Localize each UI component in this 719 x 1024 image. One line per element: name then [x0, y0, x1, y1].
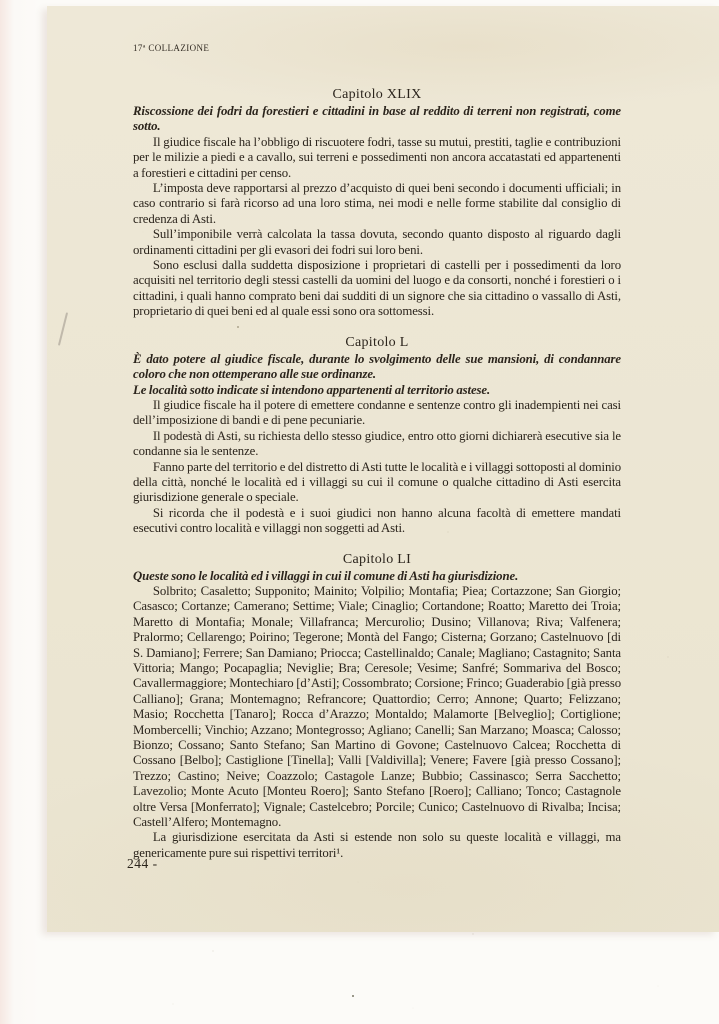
paragraph: La giurisdizione esercitata da Asti si estende non solo su queste località e villaggi, ma genericamente pure sui rispettivi territori¹. [133, 830, 621, 860]
chapter-l-title: Capitolo L [345, 334, 409, 350]
paragraph: Sull’imponibile verrà calcolata la tassa dovuta, secondo quanto disposto al riguardo dagli ordinamenti cittadini per gli evasori dei fodri sui loro beni. [133, 227, 621, 257]
page-number: 244 - [127, 856, 158, 871]
paper-sheet [47, 6, 719, 932]
paragraph: L’imposta deve rapportarsi al prezzo d’acquisto di quei beni secondo i documenti ufficiali; in caso contrario si farà ricorso ad una loro stima, nei modi e nelle forme stabilite dal consiglio di credenza di Asti. [133, 181, 621, 226]
chapter-l-rubric: Le località sotto indicate si intendono appartenenti al territorio astese. [133, 382, 491, 397]
chapter-li [133, 552, 621, 862]
running-header: 17ª COLLAZIONE [133, 43, 210, 53]
chapter-l-rubric: È dato potere al giudice fiscale, durante lo svolgimento delle sue mansioni, di condannare coloro che non ottemperano alle sue ordinanze. [133, 351, 621, 382]
paragraph: Sono esclusi dalla suddetta disposizione i proprietari di castelli per i possedimenti da loro acquisiti nel territorio degli stessi castelli da uomini del luogo e da consorti, nonché i forestieri o i cittadini, i quali hanno comprato beni dai sudditi di un signore che sia cittadino o vassallo di Asti, proprietario di quei beni ed al quale essi sono ora sottomessi. [133, 258, 621, 319]
chapter-l [133, 335, 621, 537]
page-text-block [133, 6, 621, 861]
chapter-li-rubric: Queste sono le località ed i villaggi in cui il comune di Asti ha giurisdizione. [133, 568, 519, 583]
stray-pencil-mark [58, 312, 68, 345]
paragraph: Il podestà di Asti, su richiesta dello stesso giudice, entro otto giorni dichiarerà esecutive sia le condanne sia le sentenze. [133, 428, 621, 459]
chapter-xlix-rubric: Riscossione dei fodri da forestieri e cittadini in base al reddito di terreni non registrati, come sotto. [133, 104, 621, 134]
paragraph: Fanno parte del territorio e del distretto di Asti tutte le località e i villaggi sottoposti al dominio della città, nonché le località ed i villaggi su cui il comune o qualche cittadino di Asti esercita giurisdizione generale o speciale. [133, 459, 621, 505]
scan-dust-speckles [352, 995, 354, 997]
chapter-xlix [133, 87, 621, 320]
localities-list-paragraph: Solbrito; Casaletto; Supponito; Mainito; Volpilio; Montafia; Piea; Cortazzone; San Giorgio; Casasco; Cortanze; Camerano; Settime; Viale; Cinaglio; Cortandone; Roatto; Maretto dei Troia; Maretto di Montafia; Monale; Villafranca; Mercurolio; Dusino; Villanova; Riva; Valfenera; Pralormo; Cellarengo; Poirino; Tegerone; Montà del Fango; Cisterna; Gorzano; Castelnuovo [di S. Damiano]; Ferrere; San Damiano; Priocca; Castellinaldo; Canale; Magliano; Castagnito; Santa Vittoria; Mango; Pocapaglia; Neviglie; Bra; Ceresole; Vesime; Sanfré; Sommariva del Bosco; Cavallermaggiore; Montechiaro [d’Asti]; Cossombrato; Corsione; Frinco; Guaderabio [già presso Calliano]; Grana; Montemagno; Refrancore; Quattordio; Cerro; Annone; Quarto; Felizzano; Masio; Rocchetta [Tanaro]; Rocca d’Arazzo; Montaldo; Malamorte [Belveglio]; Cortiglione; Mombercelli; Vinchio; Azzano; Montegrosso; Agliano; Canelli; San Marzano; Moasca; Calosso; Bionzo; Cossano; Santo Stefano; San Martino di Govone; Castelnuovo Calcea; Rocchetta di Cossano [Belbo]; Castiglione [Tinella]; Valli [Valdivilla]; Venere; Favere [già presso Cossano]; Trezzo; Castino; Neive; Coazzolo; Castagole Lanze; Bubbio; Cassinasco; Serra Sacchetto; Lavezolio; Monte Acuto [Monteu Roero]; Santo Stefano [Roero]; Calliano; Tonco; Castagnole oltre Versa [Monferrato]; Vignale; Castelcebro; Porcile; Cunico; Castelnuovo di Rivalba; Incisa; Castell’Alfero; Montemagno. [133, 583, 621, 830]
paragraph: Si ricorda che il podestà e i suoi giudici non hanno alcuna facoltà di emettere mandati esecutivi contro località e villaggi non soggetti ad Asti. [133, 505, 621, 536]
chapter-xlix-title: Capitolo XLIX [332, 87, 422, 102]
chapter-li-title: Capitolo LI [342, 551, 412, 567]
paragraph: Il giudice fiscale ha il potere di emettere condanne e sentenze contro gli inadempienti nei casi dell’imposizione di bandi e di pene pecuniarie. [133, 397, 621, 428]
paragraph: Il giudice fiscale ha l’obbligo di riscuotere fodri, tasse su mutui, prestiti, taglie e contribuzioni per le milizie a piedi e a cavallo, sui terreni e possedimenti non ancora accatastati ed appartenenti a forestieri e cittadini per censo. [133, 134, 621, 180]
